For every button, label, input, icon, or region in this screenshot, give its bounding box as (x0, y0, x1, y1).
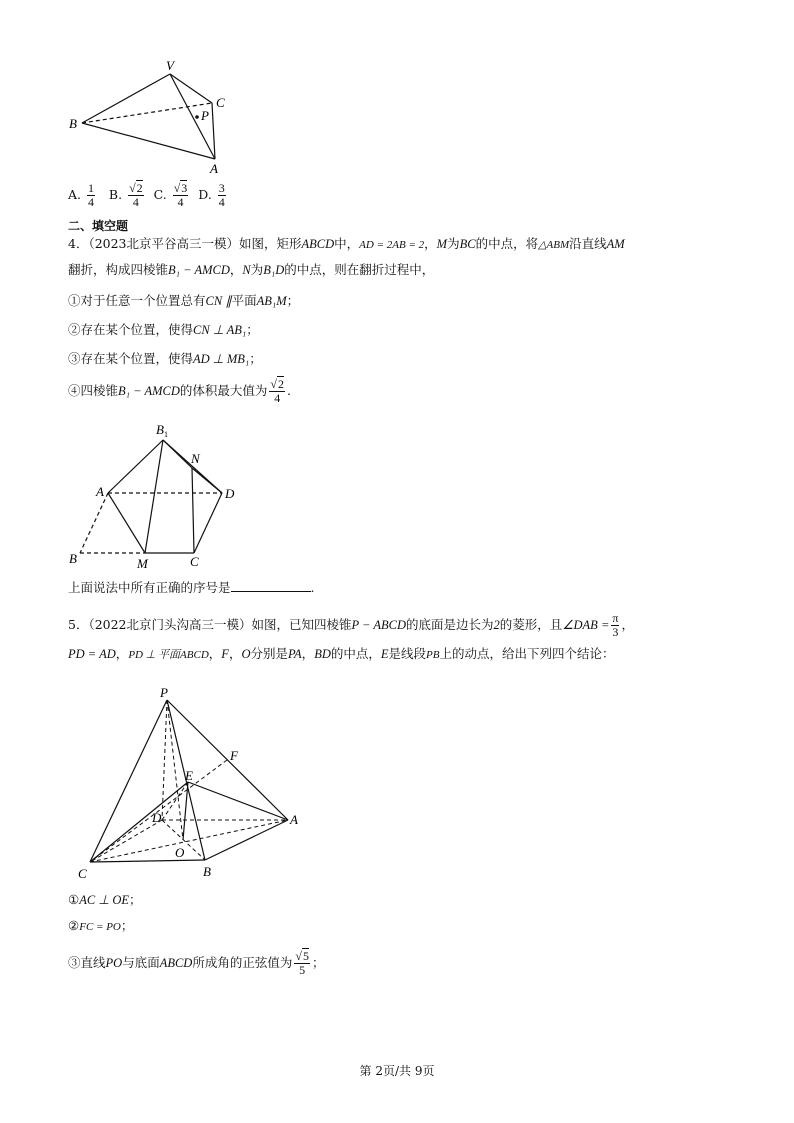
label-F: F (230, 748, 238, 763)
label-O: O (175, 845, 185, 860)
edge-BA (205, 820, 288, 860)
edge-CD (194, 493, 222, 553)
q4-max-volume-fraction: $\frac{√2}{4}$ (270, 377, 284, 405)
q3-options (68, 182, 228, 209)
figure-tetrahedron (60, 55, 240, 175)
edge-CA (212, 103, 215, 159)
edge-BC-hidden (82, 103, 212, 123)
edge-CA-hidden (90, 820, 288, 862)
edge-DE-hidden (162, 782, 188, 820)
label-B: B (69, 116, 77, 131)
edge-PC (90, 700, 167, 862)
section-title: 二、填空题 (68, 219, 129, 233)
label-D: D (225, 486, 235, 501)
label-B: B (69, 551, 77, 566)
edge-DC-hidden (90, 820, 162, 862)
answer-blank (231, 579, 311, 592)
label-B1: $B_1$ (156, 422, 168, 439)
edge-CB (90, 860, 205, 862)
page-footer: 第 2页/共 9页 (359, 1064, 435, 1078)
q4-line2: 翻折，构成四棱锥B₁ − AMCD，N为B₁D的中点，则在翻折过程中， (68, 262, 435, 277)
label-E: E (185, 768, 193, 783)
label-A: A (210, 161, 218, 175)
label-C: C (190, 554, 199, 569)
edge-CE (90, 782, 188, 862)
q4-answer-prompt: 上面说法中所有正确的序号是 . (68, 580, 315, 595)
option-a-label: A. (68, 187, 82, 202)
label-N: N (191, 451, 200, 466)
label-A: A (96, 484, 104, 499)
option-b-fraction: $\frac{√2}{4}$ (129, 181, 143, 209)
label-V: V (166, 58, 174, 73)
option-b-label: B. (108, 187, 123, 202)
edge-AM (108, 493, 145, 553)
label-M: M (137, 556, 148, 570)
q5-conclusion-2: ②FC = PO； (68, 918, 134, 933)
option-a-fraction: $\frac{1}{4}$ (88, 181, 94, 209)
q5-sine-fraction: $\frac{√5}{5}$ (295, 949, 309, 977)
q5-line1: 5．（2022北京门头沟高三一模）如图，已知四棱锥P − ABCD的底面是边长为2的菱形，且∠DAB = $\frac{\pi}{3}$ ， (68, 611, 634, 639)
q5-conclusion-3: ③直线PO与底面ABCD所成角的正弦值为 $\frac{√5}{5}$ ； (68, 949, 325, 977)
label-D: D (152, 810, 162, 825)
label-C: C (216, 95, 225, 110)
q4-statement-2: ②存在某个位置，使得CN ⊥ AB₁； (68, 322, 259, 337)
option-d-fraction: $\frac{3}{4}$ (218, 181, 225, 209)
option-c-label: C. (153, 187, 167, 202)
q4-statement-4: ④四棱锥B₁ − AMCD的体积最大值为 $\frac{√2}{4}$ . (68, 377, 291, 405)
edge-B1A (108, 440, 163, 493)
edge-NC (192, 468, 194, 553)
option-c-fraction: $\frac{√3}{4}$ (173, 181, 188, 209)
option-d-label: D. (198, 187, 212, 202)
label-C: C (78, 866, 87, 881)
edge-PO-hidden (167, 700, 183, 840)
q4-statement-1: ①对于任意一个位置总有CN ∥平面AB₁M； (68, 293, 300, 308)
q5-angle-fraction: $\frac{\pi}{3}$ (612, 611, 619, 639)
edge-B1M (145, 440, 163, 553)
q4-statement-3: ③存在某个位置，使得AD ⊥ MB₁； (68, 351, 262, 366)
label-B: B (203, 864, 211, 879)
label-P: P (160, 685, 168, 700)
edge-BA (82, 123, 215, 159)
label-A: A (290, 812, 298, 827)
edge-EA (188, 782, 288, 820)
edge-AB-dashed (80, 493, 108, 553)
edge-VC (170, 74, 212, 103)
edge-PA (167, 700, 288, 820)
figure-pyramid-PABCD (70, 682, 310, 882)
label-P: P (201, 108, 209, 123)
q5-line2: PD = AD，PD ⊥ 平面ABCD，F，O分别是PA，BD的中点，E是线段PB上的动点，给出下列四个结论： (68, 646, 615, 661)
q4-line1: 4．（2023北京平谷高三一模）如图，矩形ABCD中，AD = 2AB = 2，M为BC的中点，将△ABM沿直线AM (68, 236, 625, 251)
q5-conclusion-1: ①AC ⊥ OE； (68, 892, 142, 907)
point-P (195, 115, 199, 119)
figure-folded-pyramid (60, 418, 250, 570)
